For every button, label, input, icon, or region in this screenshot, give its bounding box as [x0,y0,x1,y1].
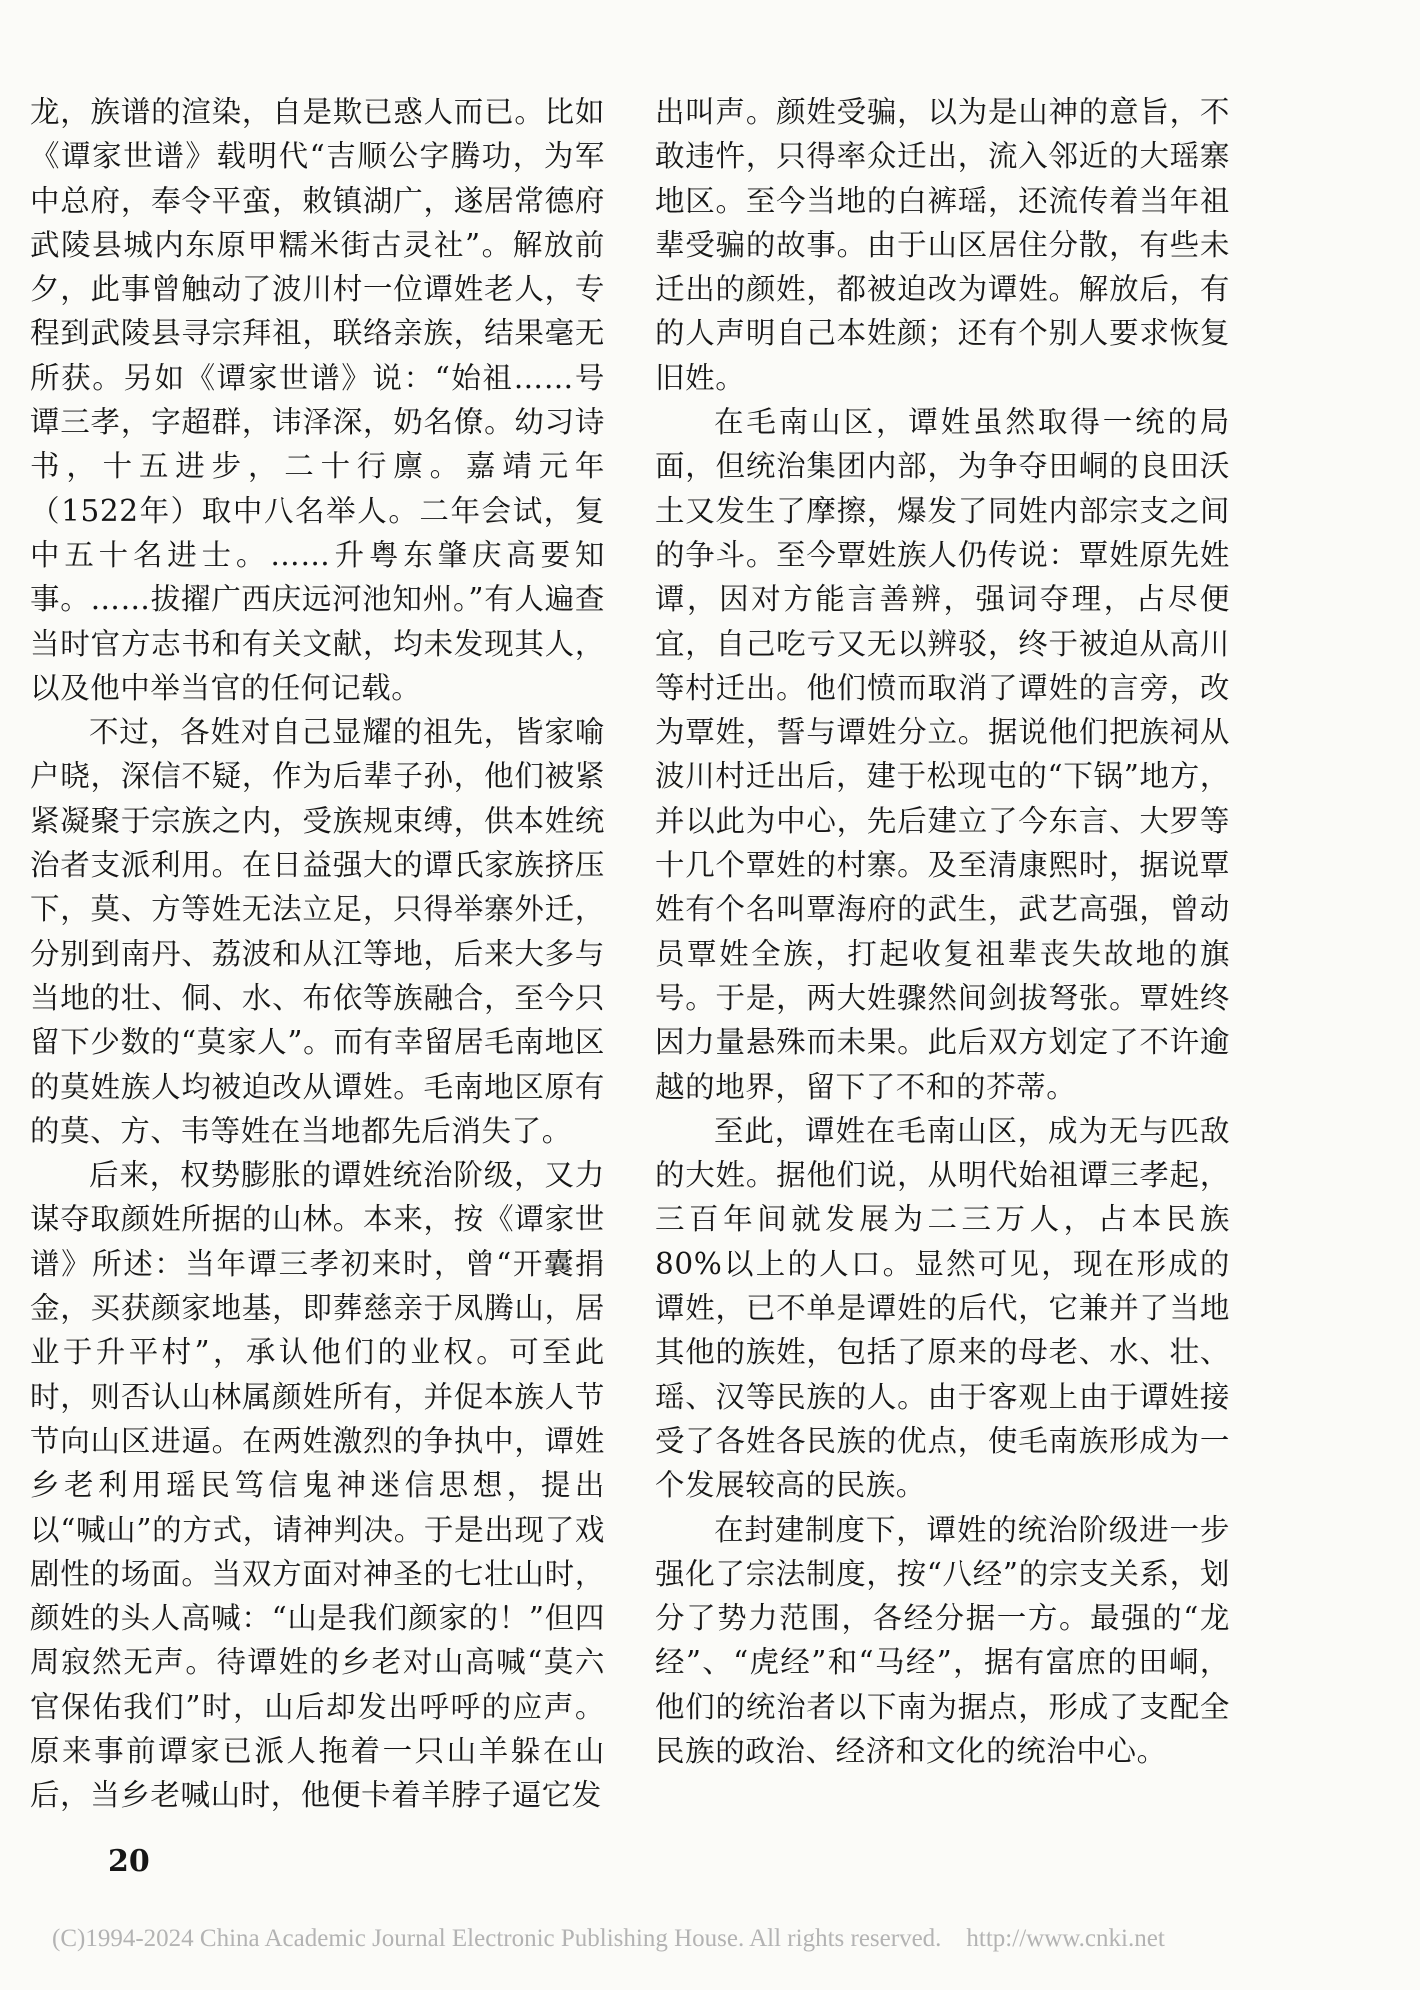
paragraph: 在封建制度下，谭姓的统治阶级进一步强化了宗法制度，按“八经”的宗支关系，划分了势力范围，各经分据一方。最强的“龙经”、“虎经”和“马经”，据有富庶的田峒，他们的统治者以下南为据点，形成了支配全民族的政治、经济和文化的统治中心。 [655,1512,1230,1768]
page-number: 20 [108,1844,150,1879]
right-column [655,90,1230,1773]
paragraph: 在毛南山区，谭姓虽然取得一统的局面，但统治集团内部，为争夺田峒的良田沃土又发生了摩擦，爆发了同姓内部宗支之间的争斗。至今覃姓族人仍传说：覃姓原先姓谭，因对方能言善辨，强词夺理，占尽便宜，自己吃亏又无以辨驳，终于被迫从高川等村迁出。他们愤而取消了谭姓的言旁，改为覃姓，誓与谭姓分立。据说他们把族祠从波川村迁出后，建于松现屯的“下锅”地方，并以此为中心，先后建立了今东言、大罗等十几个覃姓的村寨。及至清康熙时，据说覃姓有个名叫覃海府的武生，武艺高强，曾动员覃姓全族，打起收复祖辈丧失故地的旗号。于是，两大姓骤然间剑拔弩张。覃姓终因力量悬殊而未果。此后双方划定了不许逾越的地界，留下了不和的芥蒂。 [655,405,1230,1104]
paragraph: 龙，族谱的渲染，自是欺已惑人而已。比如《谭家世谱》载明代“吉顺公字腾功，为军中总府，奉令平蛮，敕镇湖广，遂居常德府武陵县城内东原甲糯米街古灵社”。解放前夕，此事曾触动了波川村一位谭姓老人，专程到武陵县寻宗拜祖，联络亲族，结果毫无所获。另如《谭家世谱》说：“始祖……号谭三孝，字超群，讳泽深，奶名僚。幼习诗书，十五进步，二十行廪。嘉靖元年（1522年）取中八名举人。二年会试，复中五十名进士。……升粤东肇庆高要知事。……拔擢广西庆远河池知州。”有人遍查当时官方志书和有关文献，均未发现其人，以及他中举当官的任何记载。 [30,95,605,705]
paragraph: 出叫声。颜姓受骗，以为是山神的意旨，不敢违忤，只得率众迁出，流入邻近的大瑶寨地区。至今当地的白裤瑶，还流传着当年祖辈受骗的故事。由于山区居住分散，有些未迁出的颜姓，都被迫改为谭姓。解放后，有的人声明自己本姓颜；还有个别人要求恢复旧姓。 [655,95,1230,395]
copyright-footer: (C)1994-2024 China Academic Journal Electronic Publishing House. All rights reserved. http://www.cnki.net [52,1925,1165,1952]
paragraph: 至此，谭姓在毛南山区，成为无与匹敌的大姓。据他们说，从明代始祖谭三孝起，三百年间就发展为二三万人，占本民族80%以上的人口。显然可见，现在形成的谭姓，已不单是谭姓的后代，它兼并了当地其他的族姓，包括了原来的母老、水、壮、瑶、汉等民族的人。由于客观上由于谭姓接受了各姓各民族的优点，使毛南族形成为一个发展较高的民族。 [655,1113,1230,1503]
paragraph: 后来，权势膨胀的谭姓统治阶级，又力谋夺取颜姓所据的山林。本来，按《谭家世谱》所述：当年谭三孝初来时，曾“开囊捐金，买获颜家地基，即葬慈亲于凤腾山，居业于升平村”，承认他们的业权。可至此时，则否认山林属颜姓所有，并促本族人节节向山区进逼。在两姓激烈的争执中，谭姓乡老利用瑶民笃信鬼神迷信思想，提出以“喊山”的方式，请神判决。于是出现了戏剧性的场面。当双方面对神圣的七壮山时，颜姓的头人高喊：“山是我们颜家的！”但四周寂然无声。待谭姓的乡老对山高喊“莫六官保佑我们”时，山后却发出呼呼的应声。原来事前谭家已派人拖着一只山羊躲在山后，当乡老喊山时，他便卡着羊脖子逼它发 [30,1158,605,1813]
paragraph: 不过，各姓对自己显耀的祖先，皆家喻户晓，深信不疑，作为后辈子孙，他们被紧紧凝聚于宗族之内，受族规束缚，供本姓统治者支派利用。在日益强大的谭氏家族挤压下，莫、方等姓无法立足，只得举寨外迁，分别到南丹、荔波和从江等地，后来大多与当地的壮、侗、水、布依等族融合，至今只留下少数的“莫家人”。而有幸留居毛南地区的莫姓族人均被迫改从谭姓。毛南地区原有的莫、方、韦等姓在当地都先后消失了。 [30,715,605,1148]
left-column [30,90,605,1818]
